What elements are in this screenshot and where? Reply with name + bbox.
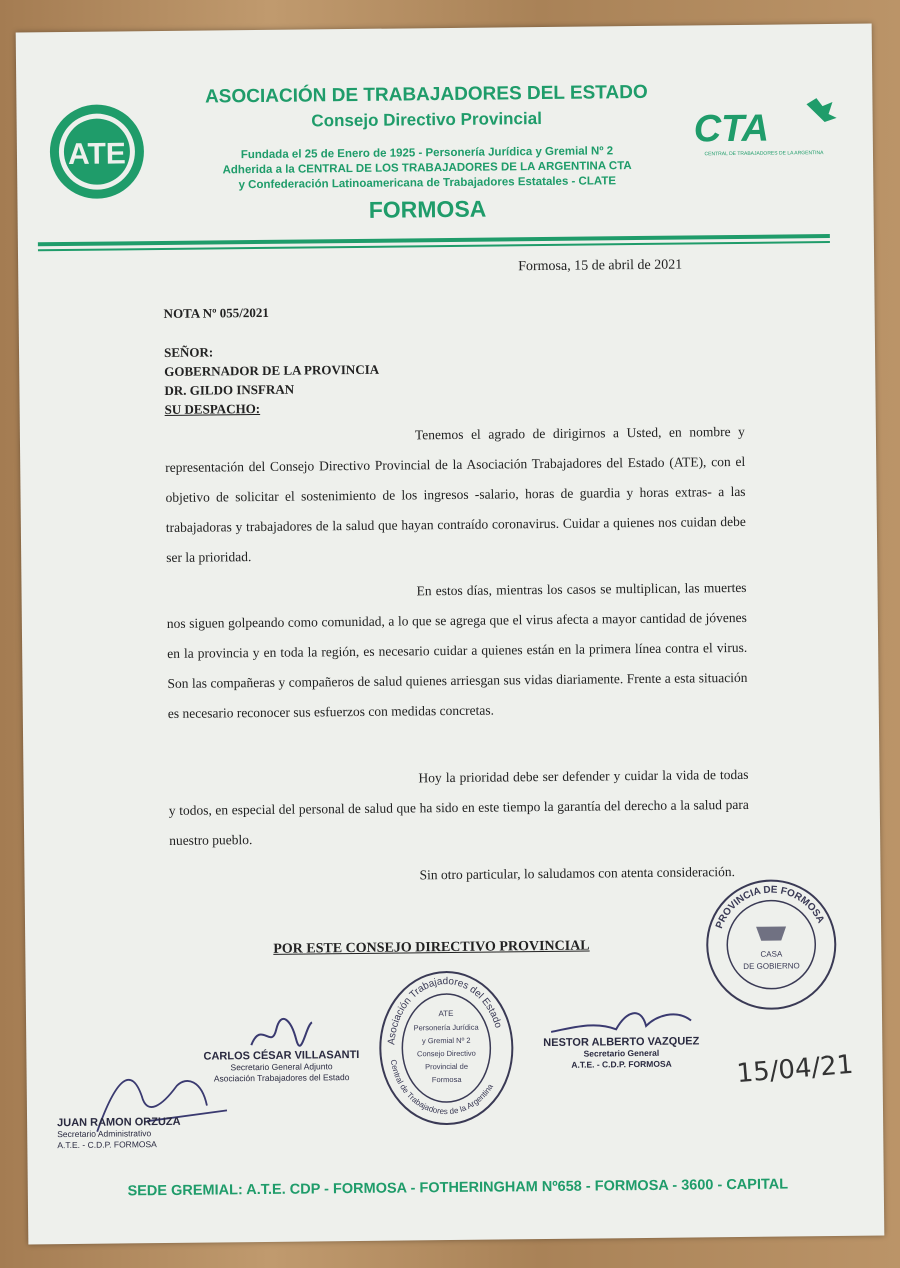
- ate-stamp: [376, 967, 518, 1128]
- svg-text:DE GOBIERNO: DE GOBIERNO: [743, 961, 800, 971]
- svg-text:Personería Jurídica: Personería Jurídica: [413, 1022, 479, 1033]
- svg-text:Consejo Directivo: Consejo Directivo: [416, 1048, 476, 1059]
- note-number: NOTA Nº 055/2021: [163, 304, 269, 321]
- svg-text:CASA: CASA: [760, 949, 783, 959]
- svg-text:Provincial de: Provincial de: [425, 1061, 469, 1072]
- addressee-line: DR. GILDO INSFRAN: [164, 381, 295, 398]
- svg-text:CENTRAL DE TRABAJADORES DE LA: CENTRAL DE TRABAJADORES DE LA ARGENTINA: [704, 150, 824, 158]
- svg-text:CTA: CTA: [693, 107, 770, 151]
- paragraph-4: Sin otro particular, lo saludamos con atenta consideración.: [419, 864, 736, 883]
- svg-text:Formosa: Formosa: [431, 1074, 462, 1085]
- paragraph-1: Tenemos el agrado de dirigirnos a Usted, en nombre y representación del Consejo Directivo Provincial de la Asociación Trabajadores del Estado (ATE), con el objetivo de solicitar el sostenimiento de los ingresos -salario, horas de guardia y horas extras- a las trabajadoras y trabajadores de la salud que hayan contraído coronavirus. Cuidar a quienes nos cuidan debe ser la prioridad.: [165, 423, 746, 565]
- signatory-org: Asociación Trabajadores del Estado: [213, 1072, 350, 1084]
- signature-block-villasanti: [186, 1049, 376, 1085]
- council-name: Consejo Directivo Provincial: [311, 109, 542, 131]
- letter-date: Formosa, 15 de abril de 2021: [518, 257, 683, 275]
- government-stamp: [701, 874, 842, 1015]
- signatory-org: A.T.E. - C.D.P. FORMOSA: [571, 1058, 672, 1070]
- svg-text:PROVINCIA DE FORMOSA: PROVINCIA DE FORMOSA: [714, 884, 827, 931]
- svg-text:Central de Trabajadores de la: Central de Trabajadores de la Argentina: [388, 1058, 495, 1117]
- signature-block-vazquez: [526, 1035, 716, 1071]
- signatory-name: CARLOS CÉSAR VILLASANTI: [203, 1048, 360, 1063]
- signatory-org: A.T.E. - C.D.P. FORMOSA: [57, 1139, 157, 1151]
- addressee-block: [164, 341, 380, 419]
- addressee-line: SEÑOR:: [163, 344, 214, 360]
- ate-logo: [46, 101, 147, 202]
- province-name: FORMOSA: [368, 195, 487, 223]
- received-date-handwritten: 15/04/21: [735, 1049, 855, 1090]
- signatory-name: NESTOR ALBERTO VAZQUEZ: [543, 1035, 700, 1050]
- council-signature-heading: POR ESTE CONSEJO DIRECTIVO PROVINCIAL: [273, 938, 590, 957]
- confederacion-line: y Confederación Latinoamericana de Trabajadores Estatales - CLATE: [238, 175, 617, 192]
- founded-line: Fundada el 25 de Enero de 1925 - Personería Jurídica y Gremial Nº 2: [240, 145, 614, 162]
- svg-text:y Gremial Nº 2: y Gremial Nº 2: [421, 1035, 471, 1046]
- svg-text:Asociación Trabajadores del Es: Asociación Trabajadores del Estado: [386, 976, 504, 1046]
- footer-address: SEDE GREMIAL: A.T.E. CDP - FORMOSA - FOTHERINGHAM Nº658 - FORMOSA - 3600 - CAPITAL: [127, 1176, 789, 1200]
- signatory-role: Secretario General Adjunto: [230, 1061, 333, 1073]
- svg-text:ATE: ATE: [67, 137, 127, 171]
- addressee-line: GOBERNADOR DE LA PROVINCIA: [164, 361, 380, 379]
- org-name: ASOCIACIÓN DE TRABAJADORES DEL ESTADO: [204, 81, 648, 108]
- paragraph-3: Hoy la prioridad debe ser defender y cuidar la vida de todas y todos, en especial del personal de salud que ha sido en este tiempo la garantía del derecho a la salud para nuestro pueblo.: [168, 766, 749, 848]
- signatory-name: JUAN RAMON ORZUZA: [57, 1115, 181, 1130]
- adherida-line: Adherida a la CENTRAL DE LOS TRABAJADORES DE LA ARGENTINA CTA: [222, 160, 632, 177]
- paragraph-2: En estos días, mientras los casos se multiplican, las muertes nos siguen golpeando como comunidad, a lo que se agrega que el virus afecta a mayor cantidad de jóvenes en la provincia y en toda la región, es necesario cuidar a quienes están en la primera línea contra el virus. Son las compañeras y compañeros de salud quienes arriesgan sus vidas diariamente. Frente a esta situación es necesario reconocer sus esfuerzos con medidas concretas.: [166, 579, 748, 721]
- signatory-role: Secretario General: [583, 1047, 660, 1059]
- signature-block-orzuza: [57, 1115, 227, 1151]
- header-subtitle: [157, 143, 697, 194]
- signatory-role: Secretario Administrativo: [57, 1128, 152, 1140]
- svg-text:ATE: ATE: [438, 1008, 454, 1019]
- letter-page: [16, 24, 885, 1245]
- cta-logo: [688, 96, 839, 162]
- addressee-line: SU DESPACHO:: [164, 400, 261, 417]
